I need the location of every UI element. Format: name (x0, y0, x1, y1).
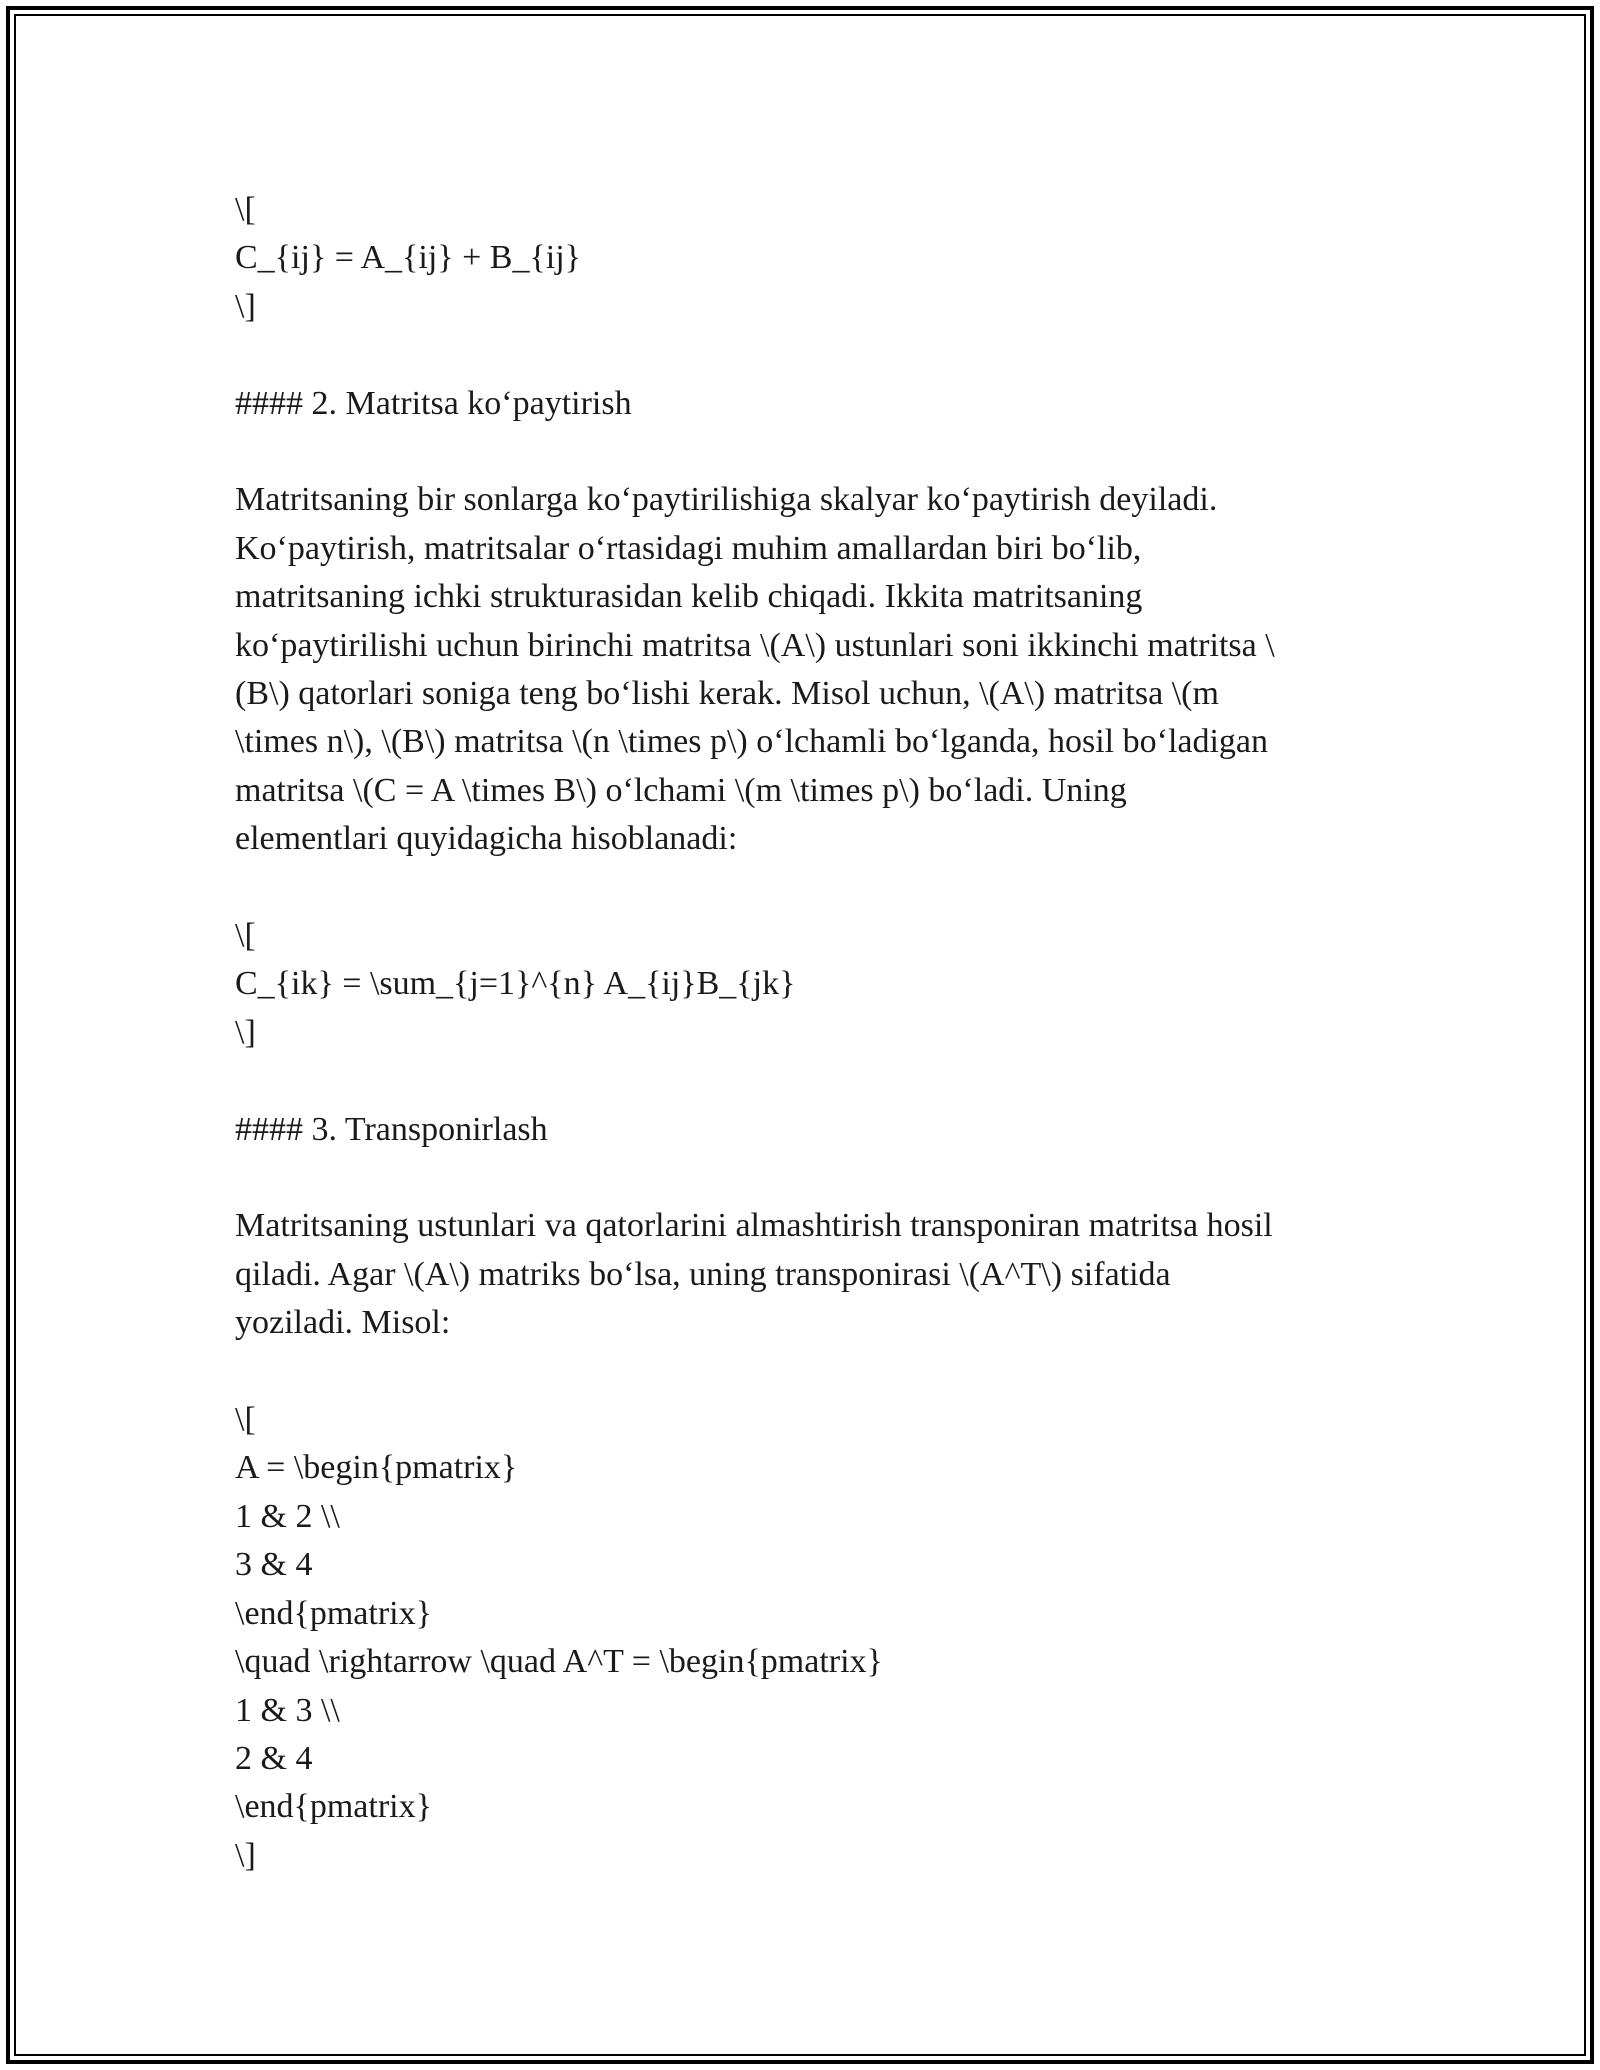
equation-line: 2 & 4 (235, 1739, 313, 1777)
equation-line: \[ (235, 917, 256, 955)
paragraph-transpose (235, 1202, 1385, 1347)
paragraph-line: \times n\), \(B\) matritsa \(n \times p\) o‘lchamli bo‘lganda, hosil bo‘ladigan (235, 723, 1269, 761)
section-heading-transpose: #### 3. Transponirlash (235, 1110, 548, 1148)
paragraph-multiplication (235, 476, 1385, 863)
equation-line: \[ (235, 1401, 256, 1439)
paragraph-line: matritsa \(C = A \times B\) o‘lchami \(m \times p\) bo‘ladi. Uning (235, 771, 1127, 809)
paragraph-line: matritsaning ichki strukturasidan kelib chiqadi. Ikkita matritsaning (235, 578, 1143, 616)
equation-line: \end{pmatrix} (235, 1788, 432, 1826)
paragraph-line: yoziladi. Misol: (235, 1304, 451, 1342)
paragraph-line: Matritsaning bir sonlarga ko‘paytirilishiga skalyar ko‘paytirish deyiladi. (235, 481, 1218, 519)
section-heading-multiplication: #### 2. Matritsa ko‘paytirish (235, 384, 632, 422)
equation-line: \end{pmatrix} (235, 1594, 432, 1632)
equation-line: A = \begin{pmatrix} (235, 1449, 518, 1487)
paragraph-line: Matritsaning ustunlari va qatorlarini almashtirish transponiran matritsa hosil (235, 1207, 1273, 1245)
equation-line: C_{ik} = \sum_{j=1}^{n} A_{ij}B_{jk} (235, 965, 796, 1003)
paragraph-line: qiladi. Agar \(A\) matriks bo‘lsa, uning transponirasi \(A^T\) sifatida (235, 1255, 1171, 1293)
equation-line: \] (235, 1836, 256, 1874)
equation-line: \quad \rightarrow \quad A^T = \begin{pmatrix} (235, 1643, 883, 1681)
equation-block-sum (235, 186, 1385, 331)
paragraph-line: elementlari quyidagicha hisoblanadi: (235, 820, 738, 858)
equation-line: 1 & 3 \\ (235, 1691, 340, 1729)
equation-line: 1 & 2 \\ (235, 1497, 340, 1535)
spacer (235, 428, 1385, 476)
spacer (235, 1348, 1385, 1396)
equation-block-transpose-example (235, 1396, 1385, 1880)
paragraph-line: Ko‘paytirish, matritsalar o‘rtasidagi muhim amallardan biri bo‘lib, (235, 529, 1142, 567)
spacer (235, 1154, 1385, 1202)
spacer (235, 1057, 1385, 1105)
equation-line: C_{ij} = A_{ij} + B_{ij} (235, 239, 581, 277)
paragraph-line: (B\) qatorlari soniga teng bo‘lishi kerak. Misol uchun, \(A\) matritsa \(m (235, 675, 1219, 713)
equation-line: \] (235, 287, 256, 325)
equation-line: \] (235, 1013, 256, 1051)
equation-block-product (235, 912, 1385, 1057)
equation-line: 3 & 4 (235, 1546, 313, 1584)
spacer (235, 331, 1385, 379)
document-body (235, 186, 1385, 1880)
paragraph-line: ko‘paytirilishi uchun birinchi matritsa \(A\) ustunlari soni ikkinchi matritsa \ (235, 626, 1275, 664)
spacer (235, 864, 1385, 912)
equation-line: \[ (235, 191, 256, 228)
